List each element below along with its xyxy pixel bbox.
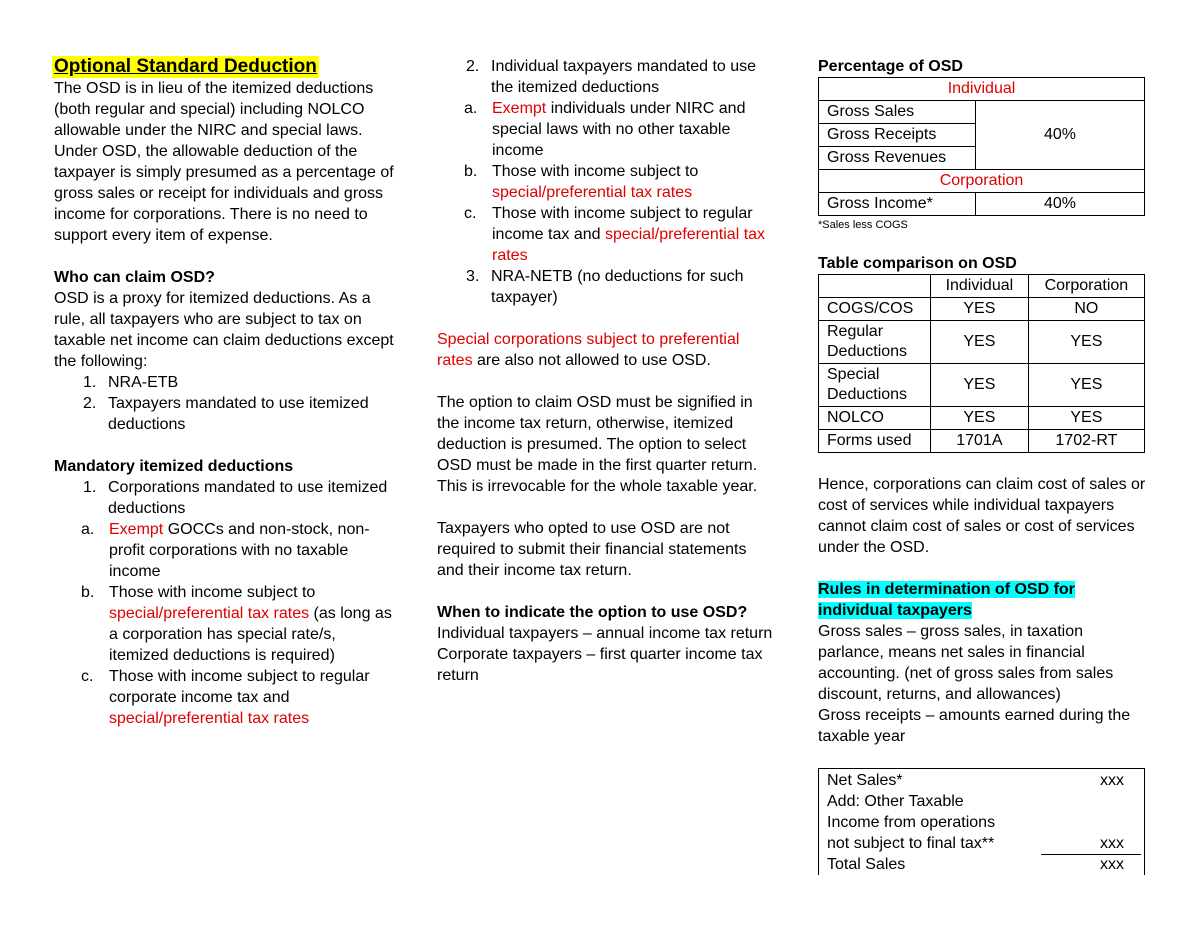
individual-rate-cell: 40% [976, 101, 1145, 170]
list-item-text: Those with income subject to [492, 163, 699, 180]
sub-list-item [437, 203, 777, 266]
table-cell: Gross Receipts [819, 124, 976, 147]
table-cell: YES [1028, 321, 1144, 364]
when-individual-text: Individual taxpayers – annual income tax return [437, 625, 773, 642]
table-cell: Special Deductions [819, 364, 931, 407]
comparison-heading: Table comparison on OSD [818, 255, 1017, 272]
sub-list [437, 98, 777, 266]
sub-list-item [54, 519, 394, 582]
table-row [827, 833, 1136, 854]
table-row [819, 298, 1145, 321]
table-cell: YES [1028, 364, 1144, 407]
financial-statements-paragraph: Taxpayers who opted to use OSD are not required to submit their financial statements and their income tax return. [437, 520, 747, 579]
mandatory-list-continued [437, 56, 777, 308]
intro-paragraph: The OSD is in lieu of the itemized deductions (both regular and special) including NOLCO allowable under the NIRC and special laws. Under OSD, the allowable deduction of the taxpayer is simply presumed as a percentage of gross sales or receipt for individuals and gross income for corporations. There is no need to support every item of expense. [54, 80, 394, 244]
list-marker: 2. [83, 395, 97, 412]
who-heading: Who can claim OSD? [54, 269, 215, 286]
list-marker: b. [464, 163, 478, 180]
special-corporations-text: Special corporations subject to preferential rates [437, 331, 740, 369]
hence-paragraph: Hence, corporations can claim cost of sales or cost of services while individual taxpayers cannot claim cost of sales or cost of services under the OSD. [818, 476, 1146, 556]
comparison-table [818, 274, 1145, 453]
table-cell: YES [931, 298, 1029, 321]
column-1 [54, 56, 394, 729]
list-marker: c. [464, 205, 477, 222]
table-row [827, 812, 1136, 833]
list-marker: b. [81, 584, 95, 601]
page-title: Optional Standard Deduction [54, 56, 317, 77]
mandatory-heading: Mandatory itemized deductions [54, 458, 294, 475]
list-item-text: Taxpayers mandated to use itemized deductions [108, 395, 369, 433]
list-item-text: Corporations mandated to use itemized deductions [108, 479, 388, 517]
list-item-text: Those with income subject to [109, 584, 316, 601]
table-cell: Forms used [819, 430, 931, 453]
table-cell: Add: Other Taxable [827, 793, 964, 810]
table-header-cell [819, 275, 931, 298]
when-corporate-text: Corporate taxpayers – first quarter income tax return [437, 646, 763, 684]
list-marker: 3. [466, 268, 480, 285]
list-item-text: GOCCs and non-stock, non-profit corporations with no taxable income [109, 521, 370, 580]
percentage-heading: Percentage of OSD [818, 58, 963, 75]
table-cell: xxx [1100, 856, 1124, 873]
list-item-text: NRA-NETB (no deductions for such taxpayer) [491, 268, 744, 306]
preferential-text: special/preferential tax rates [492, 184, 693, 201]
table-cell: Regular Deductions [819, 321, 931, 364]
exempt-text: Exempt [492, 100, 547, 117]
net-sales-table [818, 768, 1145, 875]
paragraph-text: are also not allowed to use OSD. [472, 352, 711, 369]
table-cell: COGS/COS [819, 298, 931, 321]
percentage-table [818, 77, 1145, 216]
list-item-text: (as long as a corporation has special rate/s, itemized deductions is required) [109, 605, 392, 664]
gross-receipts-definition: Gross receipts – amounts earned during the taxable year [818, 707, 1131, 745]
who-paragraph: OSD is a proxy for itemized deductions. As a rule, all taxpayers who are subject to tax on taxable net income can claim deductions except the following: [54, 290, 394, 370]
option-paragraph: The option to claim OSD must be signified in the income tax return, otherwise, itemized deduction is presumed. The option to select OSD must be made in the first quarter return. This is irrevocable for the whole taxable year. [437, 394, 758, 495]
list-marker: c. [81, 668, 94, 685]
table-row [827, 854, 1136, 875]
table-header-row [819, 275, 1145, 298]
table-cell: Gross Revenues [819, 147, 976, 170]
table-cell [1088, 791, 1136, 812]
list-item [437, 56, 777, 266]
table-header-cell: Individual [931, 275, 1029, 298]
list-item-text: Those with income subject to regular income tax and [492, 205, 753, 243]
list-marker: 1. [83, 374, 97, 391]
list-marker: 2. [466, 58, 480, 75]
total-underline [1041, 854, 1141, 855]
table-cell: Net Sales* [827, 772, 903, 789]
rules-heading: Rules in determination of OSD for individual taxpayers [818, 581, 1075, 619]
table-cell: YES [931, 364, 1029, 407]
preferential-text: special/preferential tax rates [109, 710, 310, 727]
column-2 [437, 56, 777, 686]
table-row [819, 364, 1145, 407]
table-cell: Total Sales [827, 856, 906, 873]
list-item [437, 266, 777, 308]
gross-sales-definition: Gross sales – gross sales, in taxation parlance, means net sales in financial accounting. (net of gross sales from sales discount, returns, and allowances) [818, 623, 1114, 703]
list-item-text: Those with income subject to regular corporate income tax and [109, 668, 370, 706]
exceptions-list [54, 372, 394, 435]
table-cell: NOLCO [819, 407, 931, 430]
table-cell: xxx [1100, 772, 1124, 789]
table-cell: 1702-RT [1028, 430, 1144, 453]
preferential-text: special/preferential tax rates [109, 605, 310, 622]
corporation-section-label: Corporation [819, 170, 1145, 193]
table-cell: YES [1028, 407, 1144, 430]
sub-list [54, 519, 394, 729]
table-row [819, 430, 1145, 453]
table-header-cell: Corporation [1028, 275, 1144, 298]
sub-list-item [437, 161, 777, 203]
table-row [819, 321, 1145, 364]
table-cell: xxx [1100, 835, 1124, 852]
table-row [827, 791, 1136, 812]
list-marker: 1. [83, 479, 97, 496]
table-cell: Income from operations [827, 814, 996, 831]
list-marker: a. [464, 100, 478, 117]
list-marker: a. [81, 521, 95, 538]
table-cell [1088, 812, 1136, 833]
table-row [827, 770, 1136, 791]
table-cell: Gross Income* [819, 193, 976, 216]
column-3 [818, 56, 1148, 875]
corporation-rate-cell: 40% [976, 193, 1145, 216]
table-cell: Gross Sales [819, 101, 976, 124]
mandatory-list [54, 477, 394, 729]
sub-list-item [54, 582, 394, 666]
sub-list-item [54, 666, 394, 729]
exempt-text: Exempt [109, 521, 164, 538]
list-item-text: NRA-ETB [108, 374, 179, 391]
when-heading: When to indicate the option to use OSD? [437, 604, 748, 621]
sub-list-item [437, 98, 777, 161]
list-item [54, 393, 394, 435]
list-item [54, 372, 394, 393]
preferential-text: special/preferential tax rates [492, 226, 766, 264]
table-row [819, 407, 1145, 430]
table-cell: not subject to final tax** [827, 835, 995, 852]
list-item-text: Individual taxpayers mandated to use the itemized deductions [491, 58, 757, 96]
list-item [54, 477, 394, 729]
table-cell: 1701A [931, 430, 1029, 453]
percentage-footnote: *Sales less COGS [818, 219, 908, 231]
table-cell: YES [931, 321, 1029, 364]
rules-heading-wrapper [818, 579, 1148, 621]
special-corporations-paragraph [437, 329, 777, 371]
table-cell: NO [1028, 298, 1144, 321]
table-cell: YES [931, 407, 1029, 430]
list-item-text: individuals under NIRC and special laws with no other taxable income [492, 100, 746, 159]
individual-section-label: Individual [819, 78, 1145, 101]
